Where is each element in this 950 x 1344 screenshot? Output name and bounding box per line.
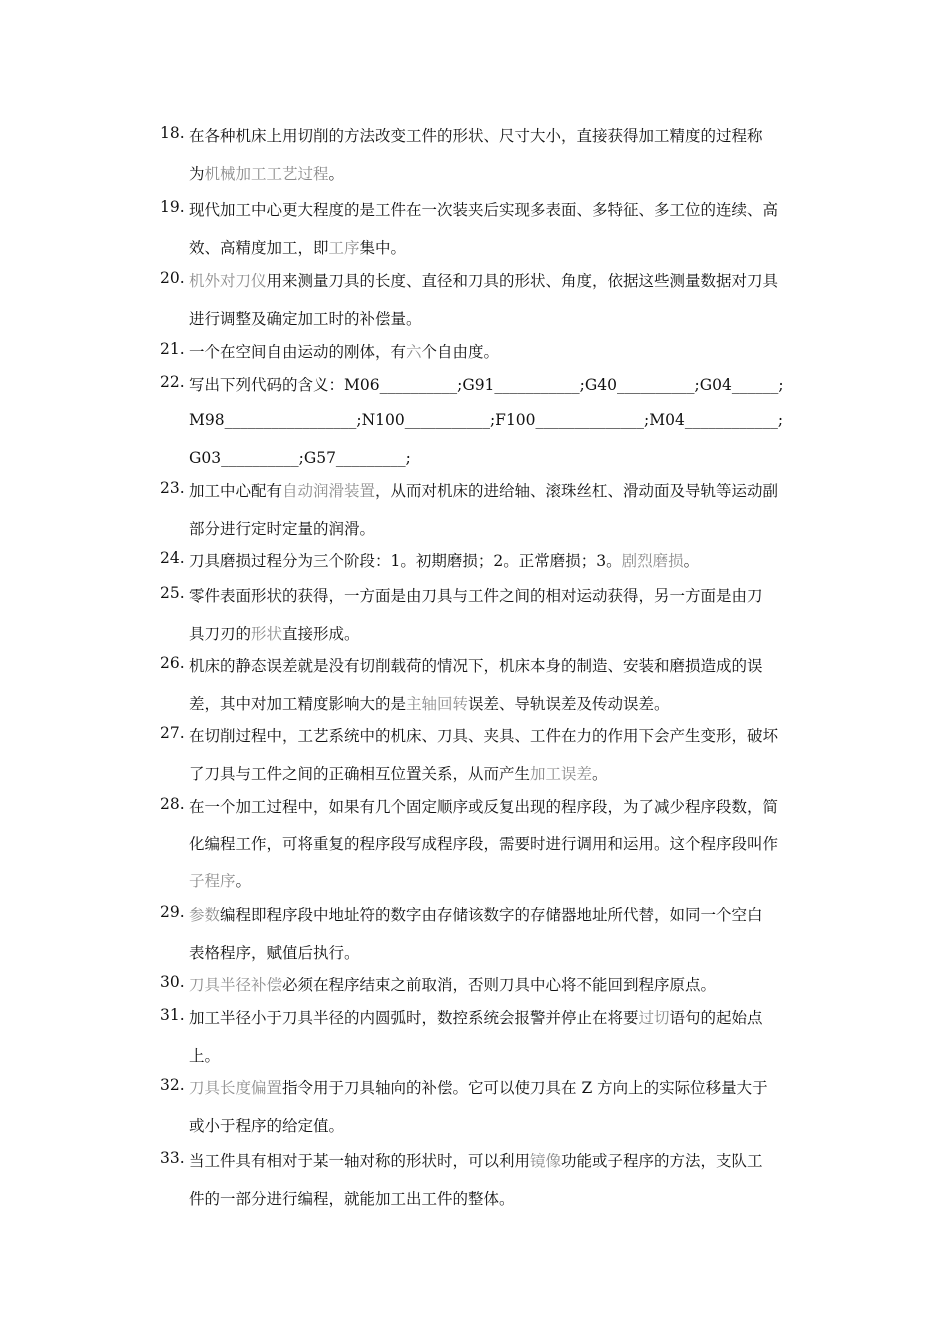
question-number: 32. — [160, 1076, 185, 1094]
text-segment: 当工件具有相对于某一轴对称的形状时，可以利用 — [189, 1152, 531, 1170]
text-segment: 在各种机床上用切削的方法改变工件的形状、尺寸大小，直接获得加工精度的过程称 — [189, 127, 763, 145]
answer-text: 子程序 — [189, 872, 236, 890]
answer-text: 主轴回转 — [406, 695, 469, 713]
question-text-line — [189, 795, 778, 817]
question-text-line — [189, 692, 670, 714]
text-segment: 编程即程序段中地址符的数字由存储该数字的存储器地址所代替，如同一个空白 — [220, 906, 763, 924]
question-text-line — [189, 973, 716, 995]
question-text-line — [189, 869, 251, 891]
text-segment: 一个在空间自由运动的刚体，有 — [189, 343, 407, 361]
question-text-line — [189, 832, 778, 854]
answer-text: 形状 — [251, 625, 283, 643]
question-text-line — [189, 941, 360, 963]
question-number: 20. — [160, 269, 185, 287]
question-number: 25. — [160, 584, 185, 602]
question-number: 30. — [160, 973, 185, 991]
question-text-line — [189, 1187, 515, 1209]
text-segment: 必须在程序结束之前取消，否则刀具中心将不能回到程序原点。 — [282, 976, 717, 994]
question-number: 23. — [160, 479, 185, 497]
question-text-line — [189, 269, 778, 291]
text-segment: 语句的起始点 — [669, 1009, 763, 1027]
text-segment: 具刀刃的 — [189, 625, 252, 643]
text-segment: 表格程序，赋值后执行。 — [189, 944, 360, 962]
question-text-line — [189, 411, 783, 429]
question-number: 22. — [160, 373, 185, 391]
answer-text: 刀具半径补偿 — [189, 976, 283, 994]
text-segment: 。 — [328, 165, 345, 183]
question-text-line — [189, 449, 411, 467]
question-text-line — [189, 549, 699, 571]
text-segment: 直接形成。 — [282, 625, 360, 643]
answer-text: 自动润滑装置 — [282, 482, 376, 500]
question-number: 19. — [160, 198, 185, 216]
question-text-line — [189, 307, 422, 329]
answer-text: 机械加工工艺过程 — [204, 165, 329, 183]
answer-text: 过切 — [638, 1009, 670, 1027]
question-text-line — [189, 622, 360, 644]
text-segment: 在一个加工过程中，如果有几个固定顺序或反复出现的程序段，为了减少程序段数，简 — [189, 798, 779, 816]
text-segment: 上。 — [189, 1047, 221, 1065]
text-segment: 加工中心配有 — [189, 482, 283, 500]
question-number: 21. — [160, 340, 185, 358]
question-text-line — [189, 479, 778, 501]
text-segment: 写出下列代码的含义：M06__________;G91___________;G40__________;G04______; — [189, 376, 784, 394]
question-number: 29. — [160, 903, 185, 921]
question-text-line — [189, 517, 375, 539]
text-segment: 机床的静态误差就是没有切削载荷的情况下，机床本身的制造、安装和磨损造成的误 — [189, 657, 763, 675]
text-segment: 误差、导轨误差及传动误差。 — [468, 695, 670, 713]
text-segment: 加工半径小于刀具半径的内圆弧时，数控系统会报警并停止在将要 — [189, 1009, 639, 1027]
question-text-line — [189, 236, 406, 258]
question-text-line — [189, 198, 778, 220]
answer-text: 参数 — [189, 906, 221, 924]
text-segment: 。 — [235, 872, 252, 890]
text-segment: 指令用于刀具轴向的补偿。它可以使刀具在 Z 方向上的实际位移量大于 — [282, 1079, 768, 1097]
text-segment: 在切削过程中，工艺系统中的机床、刀具、夹具、工件在力的作用下会产生变形，破坏 — [189, 727, 779, 745]
question-text-line — [189, 162, 344, 184]
text-segment: 差，其中对加工精度影响大的是 — [189, 695, 407, 713]
question-text-line — [189, 373, 784, 395]
answer-text: 六 — [406, 343, 422, 361]
text-segment: 功能或子程序的方法，支队工 — [561, 1152, 763, 1170]
text-segment: G03__________;G57_________; — [189, 449, 411, 467]
question-number: 27. — [160, 724, 185, 742]
answer-text: 剧烈磨损 — [621, 552, 684, 570]
question-text-line — [189, 654, 763, 676]
answer-text: 工序 — [328, 239, 360, 257]
text-segment: 个自由度。 — [421, 343, 500, 361]
text-segment: 现代加工中心更大程度的是工件在一次装夹后实现多表面、多特征、多工位的连续、高 — [189, 201, 779, 219]
text-segment: 进行调整及确定加工时的补偿量。 — [189, 310, 422, 328]
text-segment: 了刀具与工件之间的正确相互位置关系，从而产生 — [189, 765, 531, 783]
question-number: 26. — [160, 654, 185, 672]
answer-text: 加工误差 — [530, 765, 593, 783]
question-text-line — [189, 1076, 768, 1098]
question-text-line — [189, 1044, 220, 1066]
text-segment: ，从而对机床的进给轴、滚珠丝杠、滑动面及导轨等运动副 — [375, 482, 779, 500]
text-segment: 化编程工作，可将重复的程序段写成程序段，需要时进行调用和运用。这个程序段叫作 — [189, 835, 779, 853]
text-segment: 效、高精度加工，即 — [189, 239, 329, 257]
text-segment: 。 — [683, 552, 700, 570]
question-text-line — [189, 1006, 763, 1028]
text-segment: 集中。 — [359, 239, 407, 257]
text-segment: 零件表面形状的获得，一方面是由刀具与工件之间的相对运动获得，另一方面是由刀 — [189, 587, 763, 605]
text-segment: 为 — [189, 165, 205, 183]
question-text-line — [189, 903, 763, 925]
text-segment: 件的一部分进行编程，就能加工出工件的整体。 — [189, 1190, 515, 1208]
text-segment: 用来测量刀具的长度、直径和刀具的形状、角度，依据这些测量数据对刀具 — [266, 272, 779, 290]
text-segment: 。 — [592, 765, 608, 783]
text-segment: 部分进行定时定量的润滑。 — [189, 520, 376, 538]
question-number: 28. — [160, 795, 185, 813]
question-text-line — [189, 724, 778, 746]
question-text-line — [189, 584, 763, 606]
question-number: 24. — [160, 549, 185, 567]
question-number: 33. — [160, 1149, 185, 1167]
question-text-line — [189, 1149, 763, 1171]
question-text-line — [189, 762, 608, 784]
text-segment: 或小于程序的给定值。 — [189, 1117, 345, 1135]
text-segment: M98_________________;N100___________;F100______________;M04____________; — [189, 411, 784, 429]
question-text-line — [189, 124, 763, 146]
question-text-line — [189, 1114, 344, 1136]
answer-text: 机外对刀仪 — [189, 272, 267, 290]
text-segment: 刀具磨损过程分为三个阶段：1。初期磨损；2。正常磨损；3。 — [189, 552, 622, 570]
answer-text: 镜像 — [530, 1152, 562, 1170]
question-number: 31. — [160, 1006, 185, 1024]
question-number: 18. — [160, 124, 185, 142]
question-text-line — [189, 340, 499, 362]
answer-text: 刀具长度偏置 — [189, 1079, 283, 1097]
